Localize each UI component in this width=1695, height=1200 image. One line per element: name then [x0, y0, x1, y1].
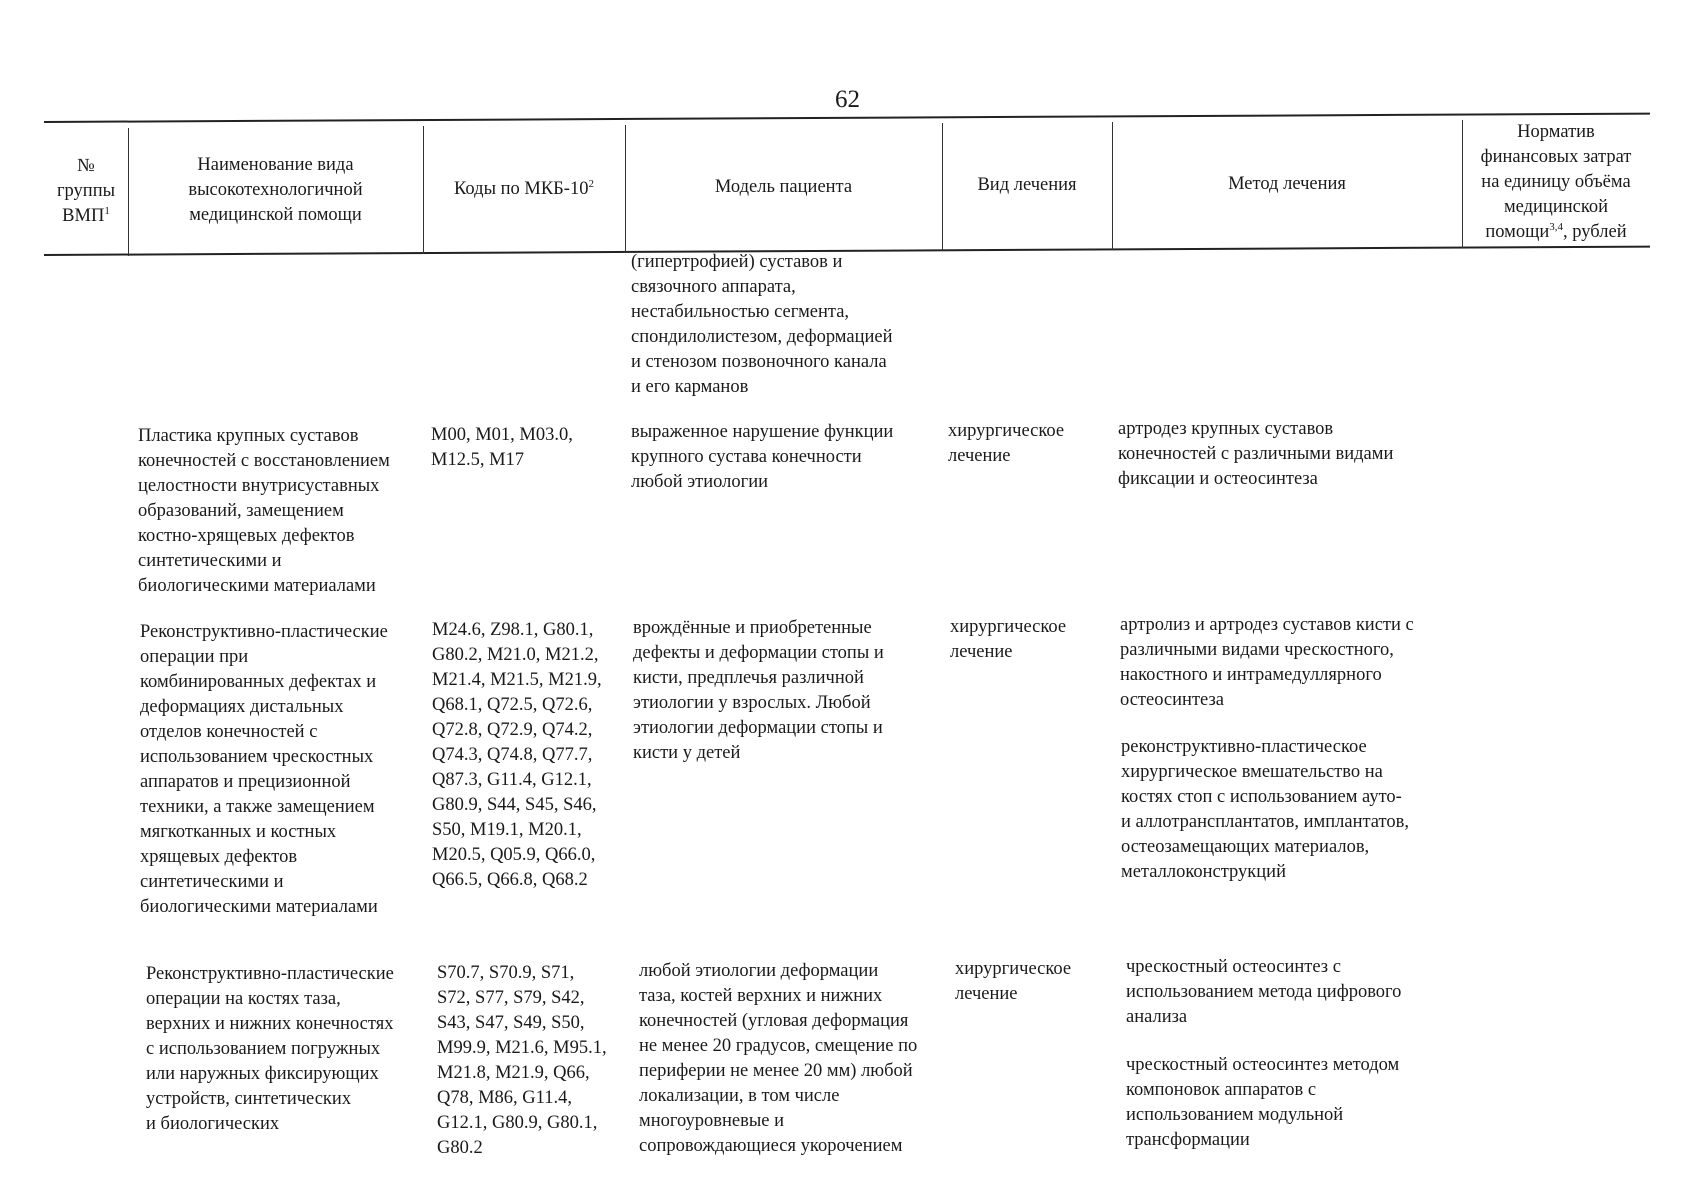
header-treatment-type-text: Вид лечения: [977, 174, 1077, 195]
footnote-2: 2: [588, 177, 594, 190]
row-2-codes: M24.6, Z98.1, G80.1, G80.2, M21.0, M21.2, M21.4, M21.5, M21.9, Q68.1, Q72.5, Q72.6, Q72.8, Q72.9, Q74.2, Q74.3, Q74.8, Q77.7, Q87.3, G11.4, G12.1, G80.9, S44, S45, S46, S50, M19.1, M20.1, M20.5, Q05.9, Q66.0, Q66.5, Q66.8, Q68.2: [432, 620, 602, 890]
footnote-1: 1: [104, 204, 110, 217]
row-0-model: (гипертрофией) суставов и связочного аппарата, нестабильностью сегмента, спондилолистезом, деформацией и стенозом позвоночного канала и его карманов: [631, 252, 893, 397]
row-1-method: артродез крупных суставов конечностей с различными видами фиксации и остеосинтеза: [1118, 419, 1394, 489]
header-codes: [423, 126, 625, 252]
header-norm-text: Норматив финансовых затрат на единицу объёма медицинской помощи: [1480, 121, 1632, 242]
row-3-name: Реконструктивно-пластические операции на костях таза, верхних и нижних конечностях с использованием погружных или наружных фиксирующих устройств, синтетических и биологических: [146, 964, 394, 1134]
row-1-name: Пластика крупных суставов конечностей с восстановлением целостности внутрисуставных образований, замещением костно-хрящевых дефектов синтетическими и биологическими материалами: [138, 426, 390, 596]
row-2-method-2: реконструктивно-пластическое хирургическое вмешательство на костях стоп с использованием ауто- и аллотрансплантатов, имплантатов, остеозамещающих материалов, металлоконструкций: [1121, 737, 1409, 882]
header-name: [128, 127, 423, 253]
header-name-text: Наименование вида высокотехнологичной медицинской помощи: [188, 154, 363, 225]
header-group-number-text: № группы ВМП: [56, 155, 116, 226]
row-3-model: любой этиологии деформации таза, костей верхних и нижних конечностей (угловая деформация не менее 20 градусов, смещение по периферии не менее 20 мм) любой локализации, в том числе многоуровневые и сопровождающиеся укорочением: [639, 961, 918, 1156]
row-2-method-1: артролиз и артродез суставов кисти с различными видами чрескостного, накостного и интрамедуллярного остеосинтеза: [1120, 615, 1414, 710]
header-norm: [1462, 118, 1650, 246]
row-1-treatment-type: хирургическое лечение: [948, 421, 1065, 466]
row-2-name: Реконструктивно-пластические операции при комбинированных дефектах и деформациях дистальных отделов конечностей с использованием чрескостных аппаратов и прецизионной техники, а также замещением мягкотканных и костных хрящевых дефектов синтетическими и биологическими материалами: [140, 622, 388, 917]
row-1-model: выраженное нарушение функции крупного сустава конечности любой этиологии: [631, 422, 894, 492]
row-1-codes: M00, M01, M03.0, M12.5, M17: [431, 425, 573, 470]
row-3-method-2: чрескостный остеосинтез методом компоновок аппаратов с использованием модульной трансформации: [1126, 1055, 1400, 1150]
row-3-method-1: чрескостный остеосинтез с использованием метода цифрового анализа: [1126, 957, 1402, 1027]
header-model: [625, 124, 942, 250]
header-method-text: Метод лечения: [1228, 173, 1346, 194]
header-method: [1112, 121, 1462, 247]
header-group-number: [44, 128, 128, 254]
header-norm-tail: , рублей: [1563, 221, 1627, 242]
footnote-3-4: 3,4: [1549, 220, 1564, 233]
header-codes-text: Коды по МКБ-10: [454, 178, 589, 199]
row-2-model: врождённые и приобретенные дефекты и деформации стопы и кисти, предплечья различной этиологии у взрослых. Любой этиологии деформации стопы и кисти у детей: [633, 618, 884, 763]
page-number: 62: [835, 86, 860, 113]
header-treatment-type: [942, 122, 1112, 248]
row-3-treatment-type: хирургическое лечение: [955, 959, 1072, 1004]
row-2-treatment-type: хирургическое лечение: [950, 617, 1067, 662]
header-model-text: Модель пациента: [714, 176, 853, 197]
row-3-codes: S70.7, S70.9, S71, S72, S77, S79, S42, S43, S47, S49, S50, M99.9, M21.6, M95.1, M21.8, M21.9, Q66, Q78, M86, G11.4, G12.1, G80.9, G80.1, G80.2: [437, 963, 607, 1158]
